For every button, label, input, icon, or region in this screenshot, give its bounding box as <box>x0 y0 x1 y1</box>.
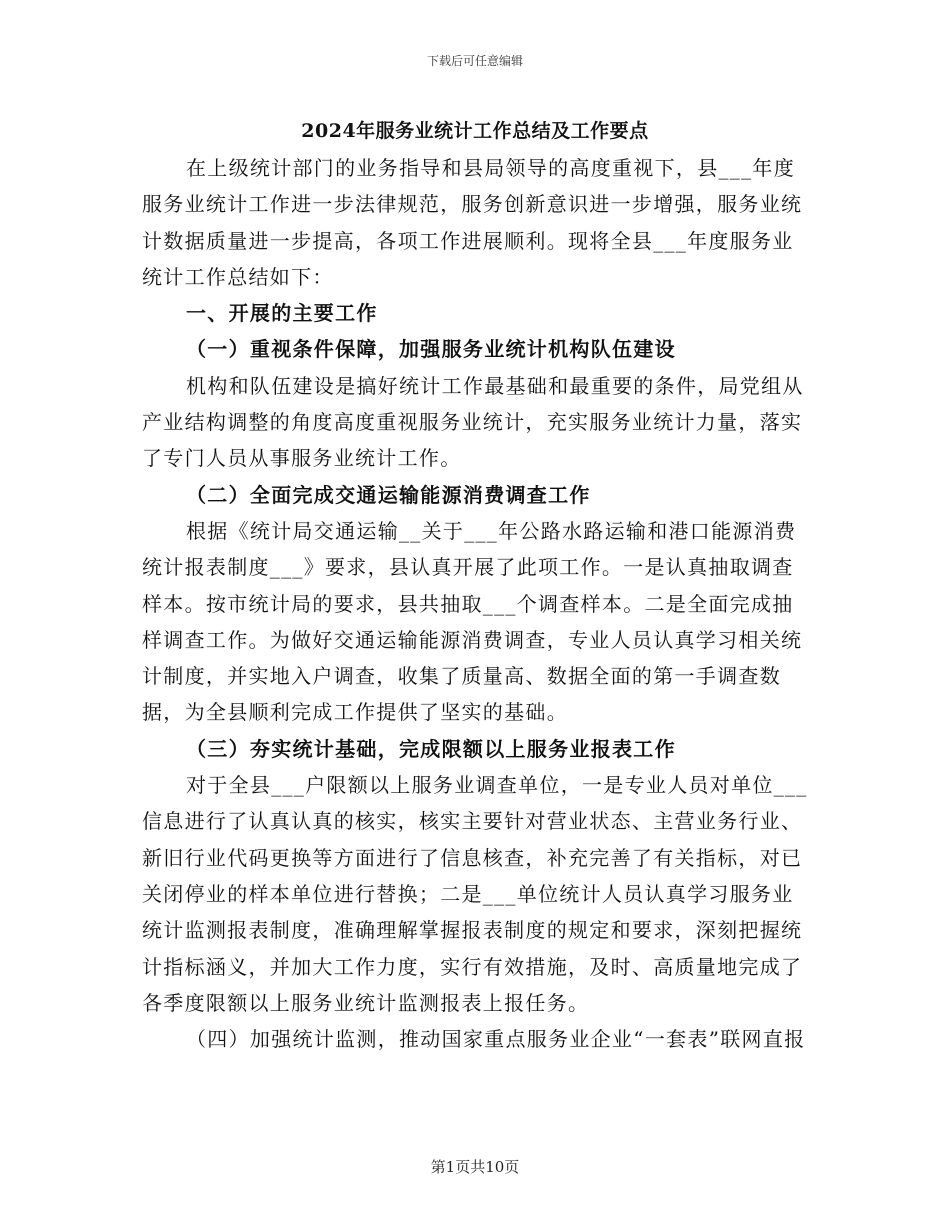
document-title: 2024年服务业统计工作总结及工作要点 <box>301 120 649 142</box>
section-heading-1: 一、开展的主要工作 <box>186 301 378 326</box>
body-paragraph-3: 对于全县___户限额以上服务业调查单位，一是专业人员对单位___信息进行了认真认真的核实，核实主要针对营业状态、主营业务行业、新旧行业代码更换等方面进行了信息核查，补充完善了有关指标，对已关闭停业的样本单位进行替换；二是___单位统计人员认真学习服务业统计监测报表制度，准确理解掌握报表制度的规定和要求，深刻把握统计指标涵义，并加大工作力度，实行有效措施，及时、高质量地完成了各季度限额以上服务业统计监测报表上报任务。 <box>142 773 808 1015</box>
page-footer: 第1页共10页 <box>430 1158 520 1176</box>
document-body <box>142 150 812 1057</box>
subsection-heading-1: （一）重视条件保障，加强服务业统计机构队伍建设 <box>186 337 676 362</box>
header-note: 下载后可任意编辑 <box>426 54 523 68</box>
body-paragraph-2: 根据《统计局交通运输__关于___年公路水路运输和港口能源消费统计报表制度___》要求，县认真开展了此项工作。一是认真抽取调查样本。按市统计局的要求，县共抽取___个调查样本。二是全面完成抽样调查工作。为做好交通运输能源消费调查，专业人员认真学习相关统计制度，并实地入户调查，收集了质量高、数据全面的第一手调查数据，为全县顺利完成工作提供了坚实的基础。 <box>142 518 803 725</box>
body-paragraph-1: 机构和队伍建设是搞好统计工作最基础和最重要的条件，局党组从产业结构调整的角度高度重视服务业统计，充实服务业统计力量，落实了专门人员从事服务业统计工作。 <box>142 373 804 471</box>
subsection-heading-3: （三）夯实统计基础，完成限额以上服务业报表工作 <box>186 736 676 761</box>
subsection-heading-2: （二）全面完成交通运输能源消费调查工作 <box>186 482 591 507</box>
intro-paragraph: 在上级统计部门的业务指导和县局领导的高度重视下，县___年度服务业统计工作进一步法律规范，服务创新意识进一步增强，服务业统计数据质量进一步提高，各项工作进展顺利。现将全县___年度服务业统计工作总结如下： <box>142 156 803 289</box>
subsection-heading-4: （四）加强统计监测，推动国家重点服务业企业“一套表”联网直报 <box>186 1027 806 1052</box>
